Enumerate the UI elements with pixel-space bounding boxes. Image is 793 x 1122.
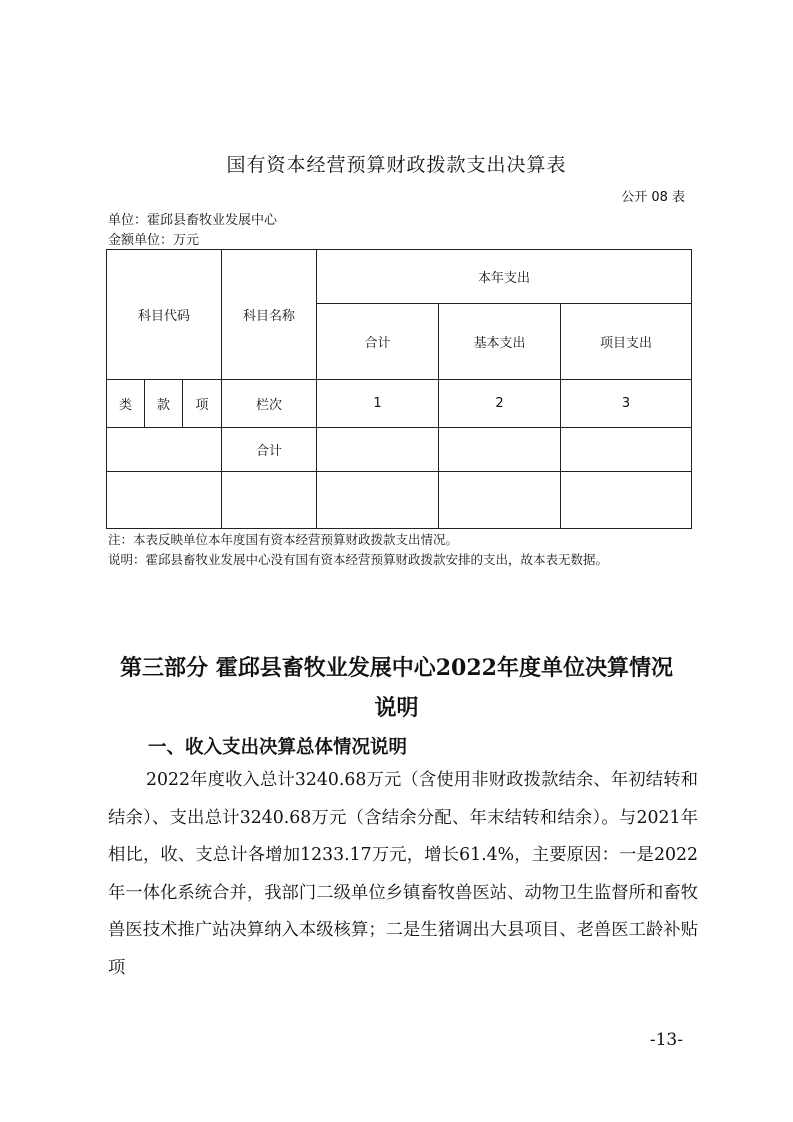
total-row-code-cell (107, 428, 222, 472)
table-note: 注：本表反映单位本年度国有资本经营预算财政拨款支出情况。 (108, 532, 459, 547)
table-title: 国有资本经营预算财政拨款支出决算表 (226, 154, 567, 176)
part-heading-line-1: 第三部分 霍邱县畜牧业发展中心2022年度单位决算情况 (120, 655, 673, 681)
section-heading: 一、收入支出决算总体情况说明 (148, 737, 408, 758)
column-index-3: 3 (561, 380, 692, 428)
column-index-2: 2 (439, 380, 561, 428)
column-index-1: 1 (317, 380, 439, 428)
subheader-kuan: 款 (145, 380, 183, 428)
expense-table (106, 249, 692, 529)
total-row-project-cell (561, 428, 692, 472)
form-number: 公开 08 表 (621, 190, 685, 205)
part-heading (60, 648, 733, 728)
subheader-lei: 类 (107, 380, 145, 428)
body-paragraph: 2022年度收入总计3240.68万元（含使用非财政拨款结余、年初结转和结余）、支出总计3240.68万元（含结余分配、年末结转和结余）。与2021年相比，收、支总计各增加1233.17万元，增长61.4%，主要原因：一是2022年一体化系统合并，我部门二级单位乡镇畜牧兽医站、动物卫生监督所和畜牧兽医技术推广站决算纳入本级核算；二是生猪调出大县项目、老兽医工龄补贴项 (108, 770, 698, 978)
header-project-expense: 项目支出 (561, 304, 692, 380)
empty-row-basic-cell (439, 472, 561, 529)
empty-row-total-cell (317, 472, 439, 529)
row-index-label: 栏次 (222, 380, 317, 428)
header-total: 合计 (317, 304, 439, 380)
empty-row-project-cell (561, 472, 692, 529)
header-basic-expense: 基本支出 (439, 304, 561, 380)
subheader-xiang: 项 (183, 380, 222, 428)
header-subject-code: 科目代码 (107, 250, 222, 380)
total-row-basic-cell (439, 428, 561, 472)
unit-line: 单位：霍邱县畜牧业发展中心 (108, 213, 278, 228)
empty-row-name-cell (222, 472, 317, 529)
header-subject-name: 科目名称 (222, 250, 317, 380)
part-heading-line-2: 说明 (374, 695, 419, 721)
money-unit-line: 金额单位：万元 (108, 233, 200, 248)
empty-row-code-cell (107, 472, 222, 529)
table-explanation: 说明：霍邱县畜牧业发展中心没有国有资本经营预算财政拨款安排的支出，故本表无数据。 (108, 552, 609, 567)
page-number: -13- (649, 1030, 683, 1050)
total-row-label: 合计 (222, 428, 317, 472)
total-row-total-cell (317, 428, 439, 472)
header-year-expense: 本年支出 (317, 250, 692, 304)
